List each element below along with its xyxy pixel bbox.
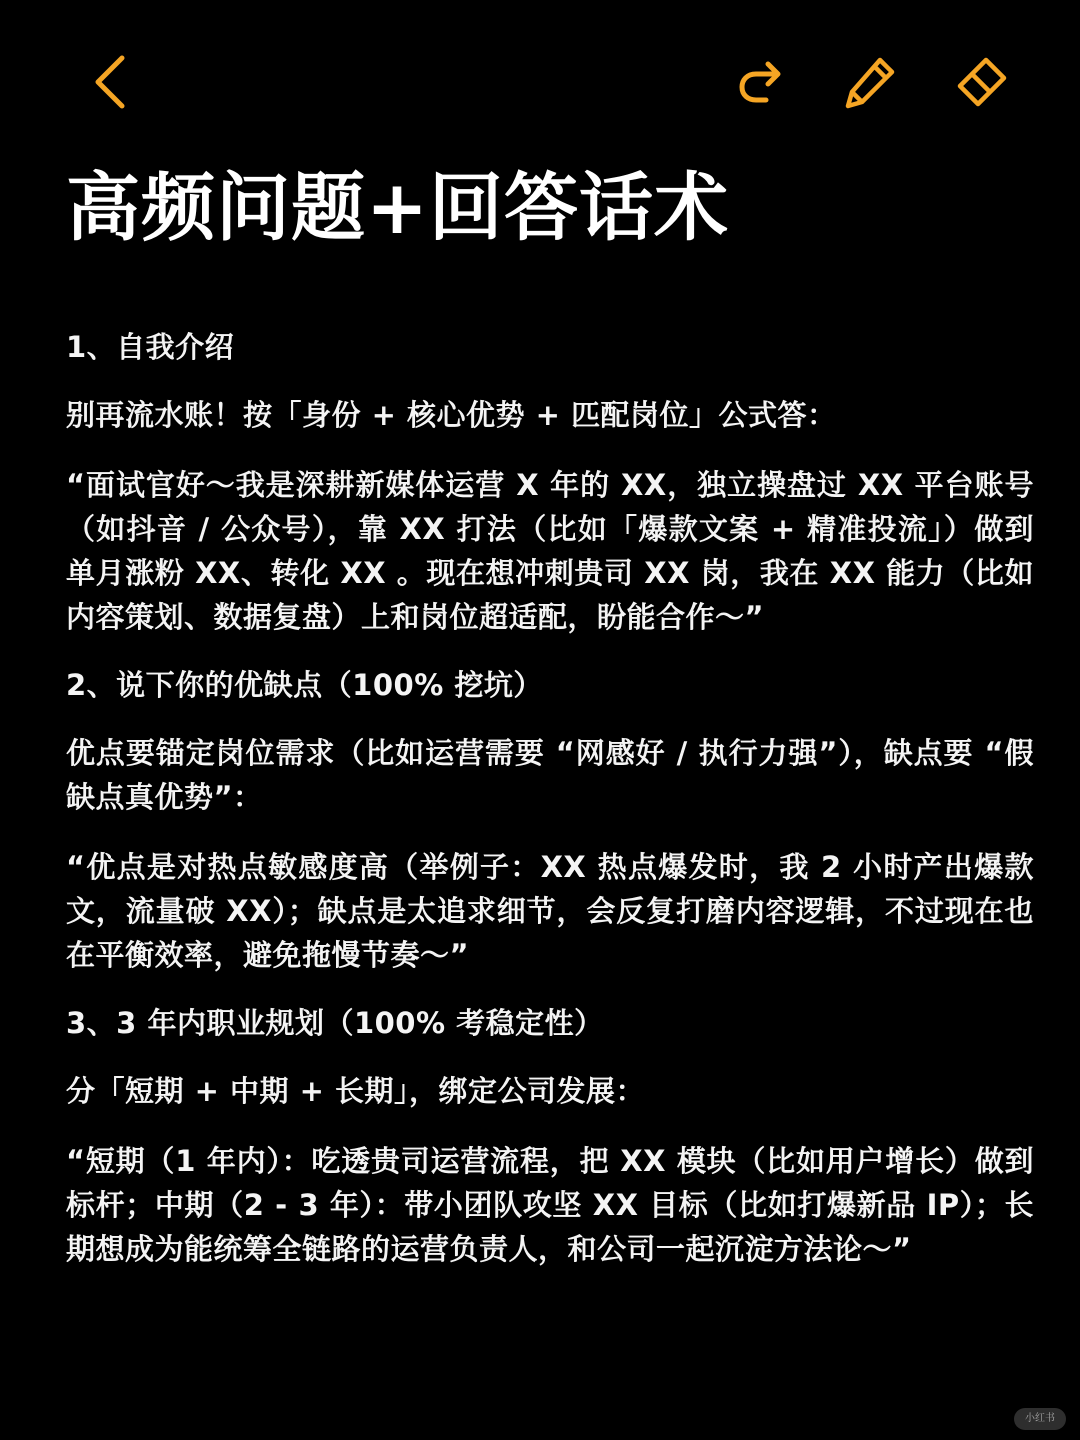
toolbar [0, 0, 1080, 160]
section-1-answer: “面试官好～我是深耕新媒体运营 X 年的 XX，独立操盘过 XX 平台账号（如抖音 / 公众号），靠 XX 打法（比如「爆款文案 + 精准投流」）做到单月涨粉 XX、转化 XX 。现在想冲刺贵司 XX 岗，我在 XX 能力（比如内容策划、数据复盘）上和岗位超适配，盼能合作～” [66, 468, 1034, 634]
eraser-button[interactable] [948, 50, 1012, 114]
note-body[interactable] [66, 325, 1034, 1295]
chevron-left-icon [88, 52, 132, 112]
pencil-icon [840, 52, 900, 112]
section-3-heading: 3、3 年内职业规划（100% 考稳定性） [66, 1006, 604, 1040]
pencil-button[interactable] [838, 50, 902, 114]
note-title: 高频问题+回答话术 [66, 165, 730, 251]
watermark-badge: 小红书 [1014, 1408, 1066, 1430]
section-2-lead: 优点要锚定岗位需求（比如运营需要 “网感好 / 执行力强”），缺点要 “假缺点真优势”： [66, 736, 1034, 814]
section-2-answer: “优点是对热点敏感度高（举例子：XX 热点爆发时，我 2 小时产出爆款文，流量破 XX）；缺点是太追求细节，会反复打磨内容逻辑，不过现在也在平衡效率，避免拖慢节奏～” [66, 850, 1034, 972]
redo-icon [732, 52, 792, 112]
eraser-icon [950, 52, 1010, 112]
section-3-lead: 分「短期 + 中期 + 长期」，绑定公司发展： [66, 1074, 645, 1108]
section-1-lead: 别再流水账！按「身份 + 核心优势 + 匹配岗位」公式答： [66, 398, 837, 432]
section-2-heading: 2、说下你的优缺点（100% 挖坑） [66, 668, 543, 702]
section-3-answer: “短期（1 年内）：吃透贵司运营流程，把 XX 模块（比如用户增长）做到标杆；中期（2 - 3 年）：带小团队攻坚 XX 目标（比如打爆新品 IP）；长期想成为能统筹全链路的运营负责人，和公司一起沉淀方法论～” [66, 1144, 1034, 1266]
section-1-heading: 1、自我介绍 [66, 330, 235, 364]
redo-button[interactable] [730, 50, 794, 114]
back-button[interactable] [78, 50, 142, 114]
